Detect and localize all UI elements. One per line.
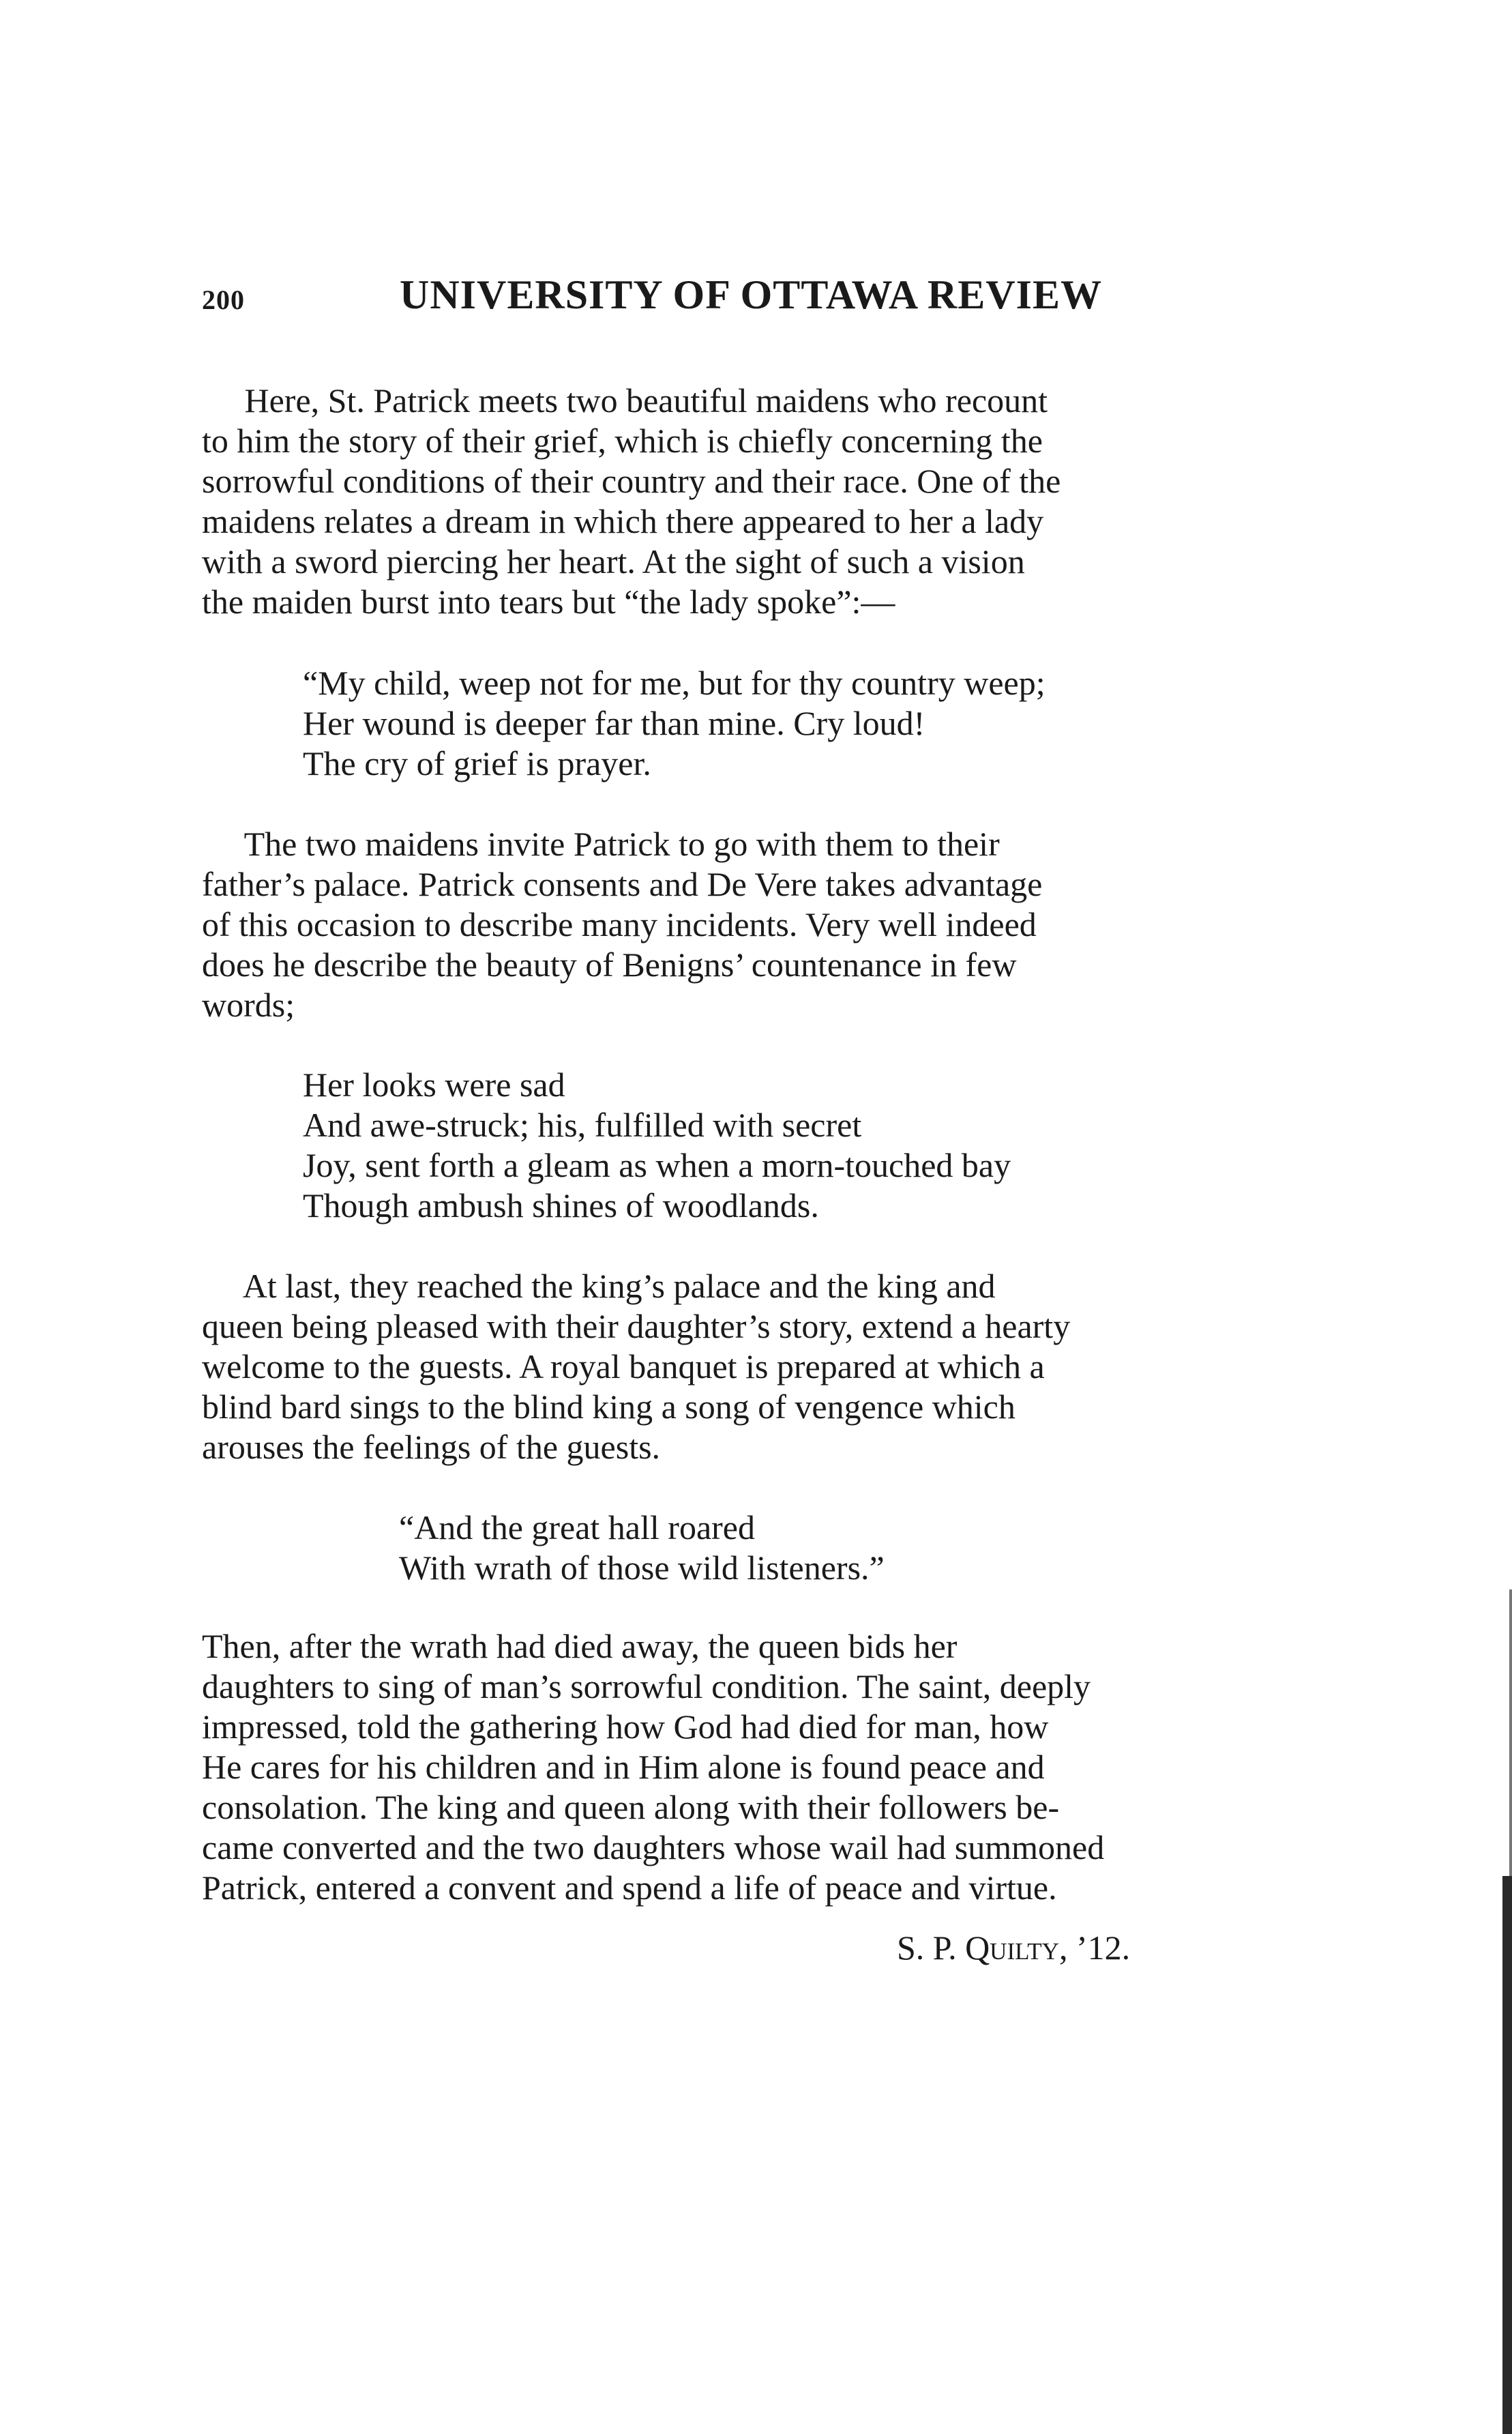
- paragraph-4: Then, after the wrath had died away, the queen bids her daughters to sing of man’s sorrowful condition. The saint, deeply impressed, told the gathering how God had died for man, how He cares for his children and in Him alone is found peace and consolation. The king and queen along with their followers be- came converted and the two daughters whose wail had summoned Patrick, entered a convent and spend a life of peace and virtue.: [202, 1627, 1105, 1907]
- running-title: UNIVERSITY OF OTTAWA REVIEW: [400, 272, 1102, 317]
- author-signature: [897, 1928, 1130, 1967]
- paragraph-3: At last, they reached the king’s palace and the king and queen being pleased with their daughter’s story, extend a hearty welcome to the guests. A royal banquet is prepared at which a blind bard sings to the blind king a song of vengence which arouses the feelings of the guests.: [202, 1267, 1071, 1466]
- paragraph-2-block: [202, 824, 1293, 1025]
- paragraph-2: The two maidens invite Patrick to go with them to their father’s palace. Patrick consents and De Vere takes advantage of this occasion to describe many incidents. Very well indeed does he describe the beauty of Benigns’ countenance in few words;: [202, 825, 1043, 1024]
- verse-3-block: [399, 1508, 1490, 1588]
- verse-1-block: [303, 663, 1394, 784]
- verse-quote-1: “My child, weep not for me, but for thy country weep; Her wound is deeper far than mine. Cry loud! The cry of grief is prayer.: [303, 664, 1046, 782]
- paragraph-3-block: [202, 1266, 1293, 1467]
- scan-edge-mark: [1509, 1589, 1512, 1876]
- signature-initials: S. P.: [897, 1929, 966, 1967]
- page-number: 200: [202, 284, 245, 315]
- verse-quote-3: “And the great hall roared With wrath of those wild listeners.”: [399, 1508, 885, 1587]
- signature-name: Quilty: [965, 1929, 1059, 1967]
- page-header: [202, 272, 1109, 326]
- paragraph-1-block: [202, 381, 1293, 622]
- scan-edge-shadow: [1502, 1876, 1512, 2434]
- paragraph-4-block: [202, 1626, 1293, 1908]
- signature-year: , ’12.: [1058, 1929, 1131, 1967]
- verse-quote-2: Her looks were sad And awe-struck; his, fulfilled with secret Joy, sent forth a gleam as when a morn-touched bay Though ambush shines of woodlands.: [303, 1066, 1011, 1225]
- paragraph-1: Here, St. Patrick meets two beautiful maidens who recount to him the story of their grief, which is chiefly concerning the sorrowful conditions of their country and their race. One of the maidens relates a dream in which there appeared to her a lady with a sword piercing her heart. At the sight of such a vision the maiden burst into tears but “the lady spoke”:—: [202, 381, 1061, 621]
- verse-2-block: [303, 1065, 1394, 1226]
